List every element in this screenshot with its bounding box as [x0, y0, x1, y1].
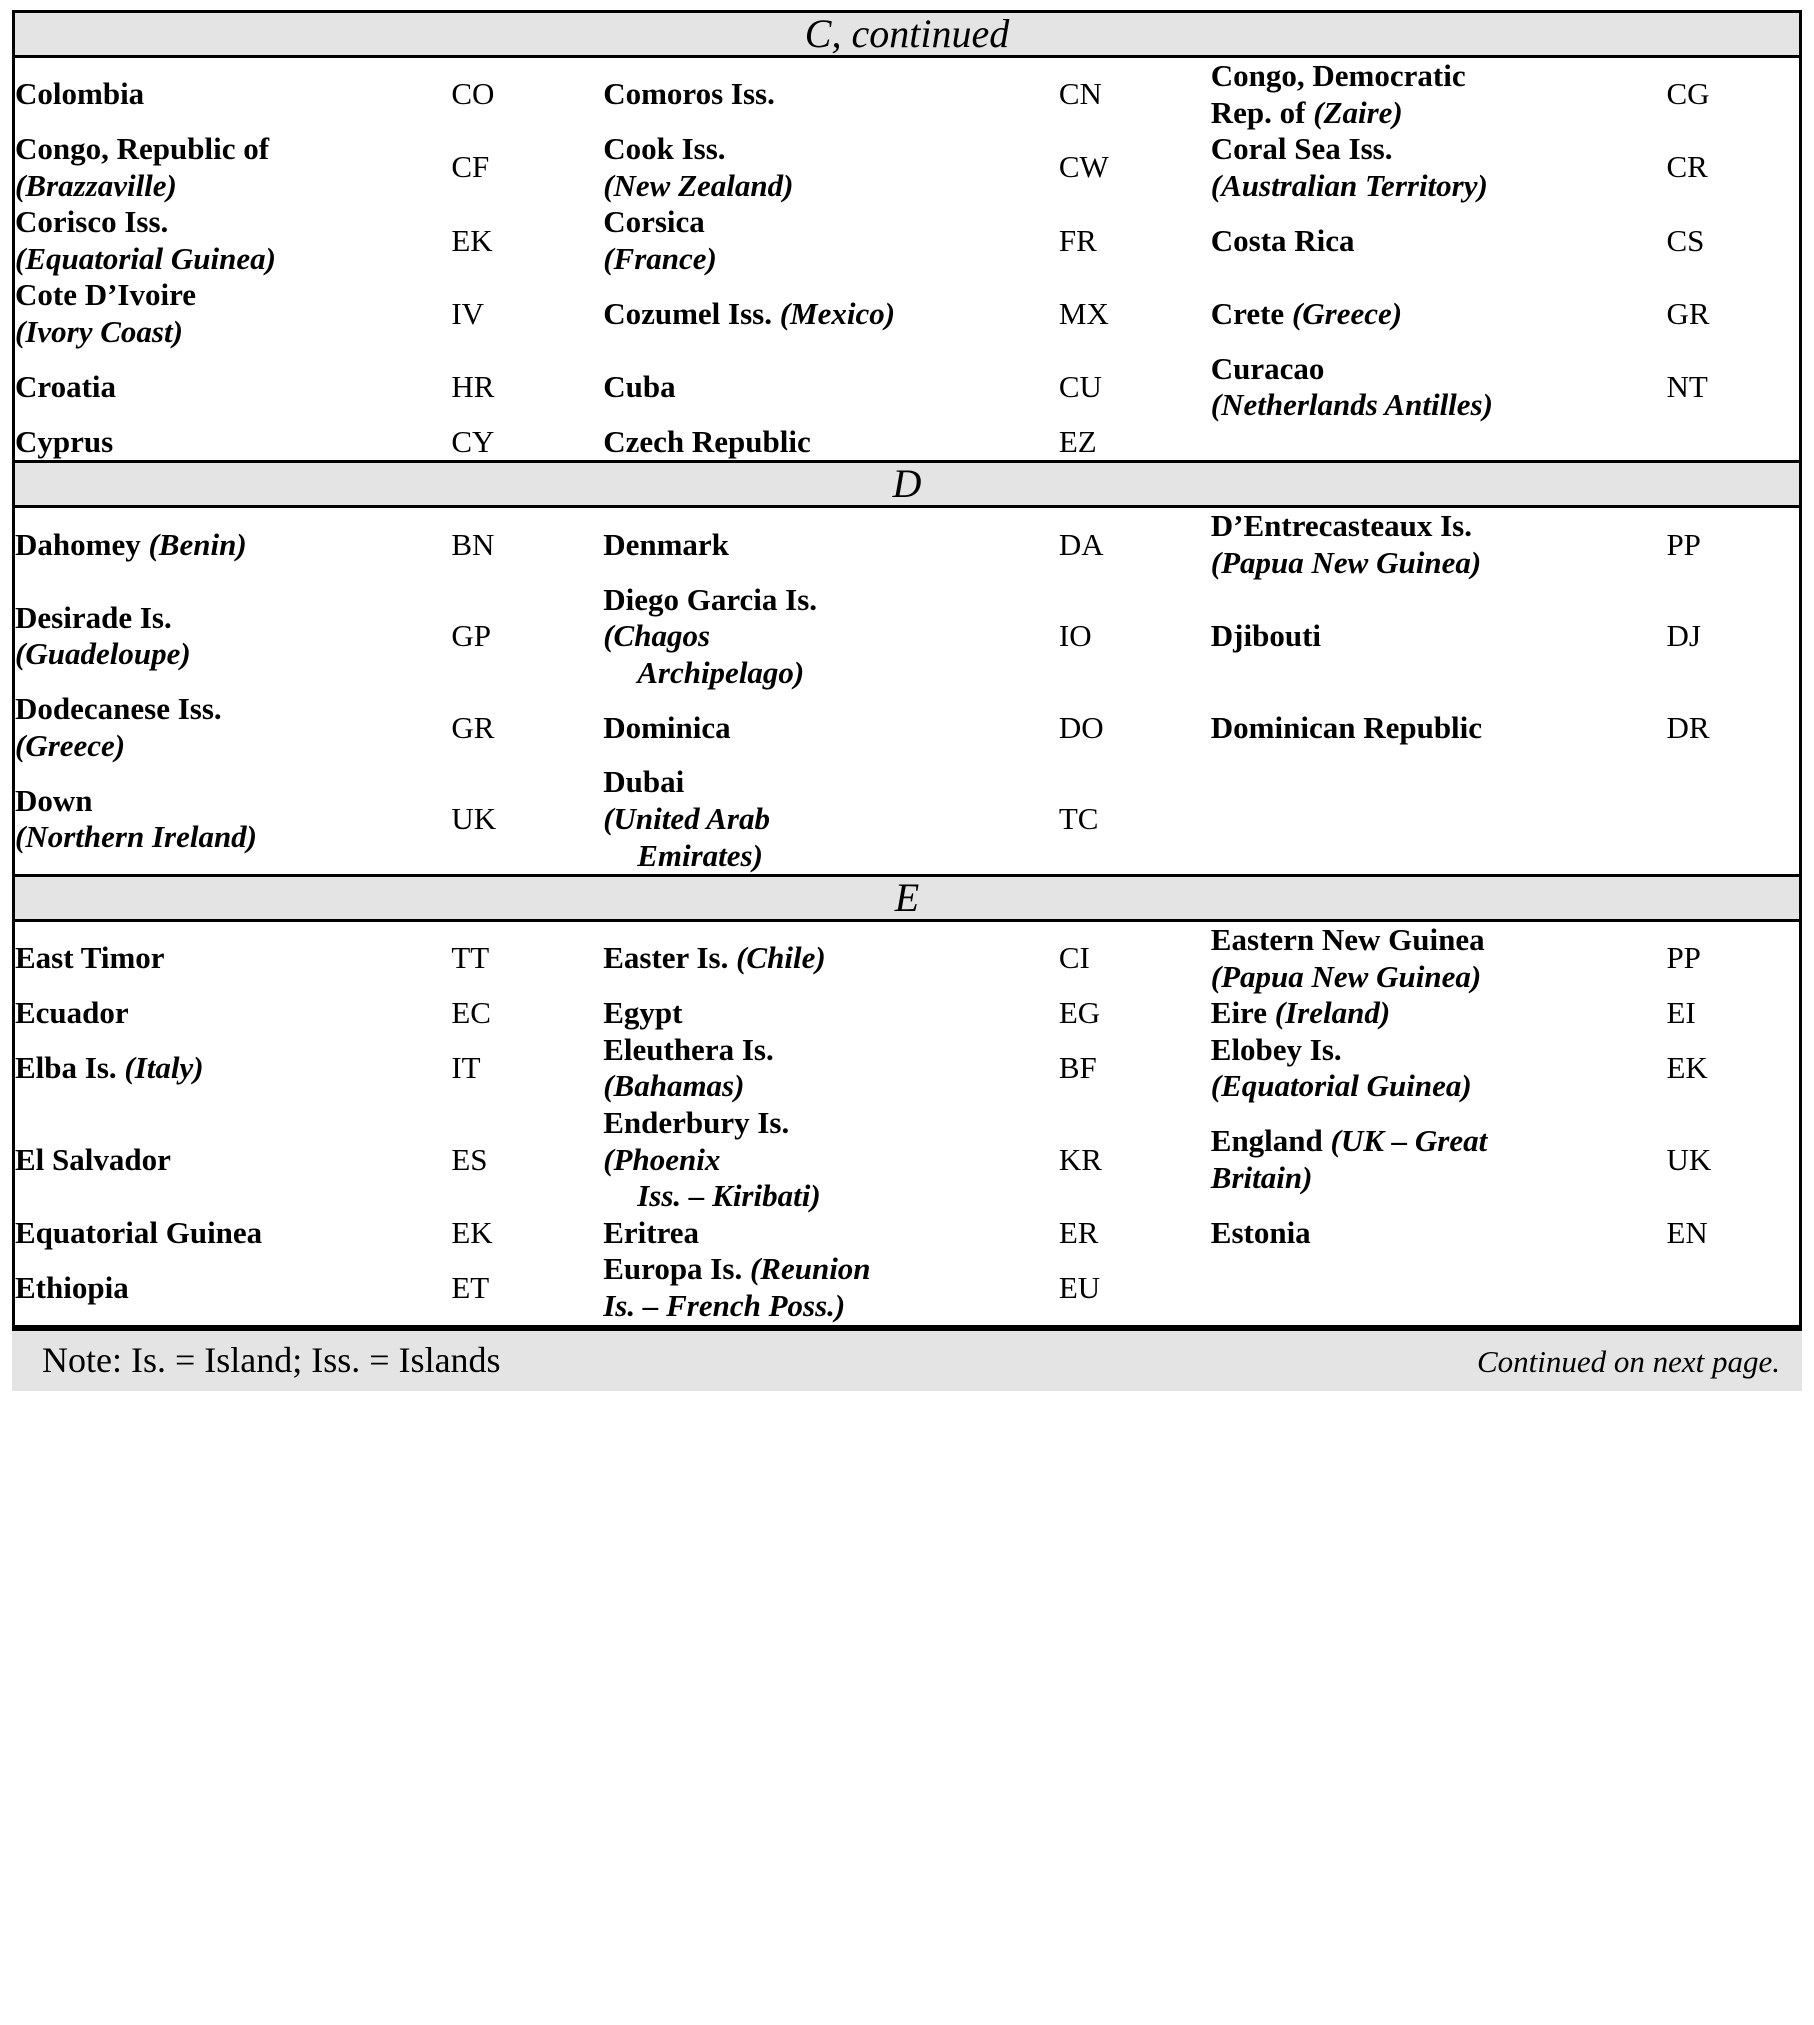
- country-name-cell: [14, 764, 452, 875]
- country-name-line: Archipelago): [637, 654, 805, 690]
- country-name-line: Dominican Republic: [1210, 709, 1483, 745]
- country-name-cell: [14, 204, 452, 277]
- country-code-cell: DJ: [1666, 618, 1701, 654]
- country-name-line: (Guadeloupe): [15, 636, 191, 672]
- country-code-cell: EN: [1666, 1214, 1708, 1250]
- country-name-line: Corisco Iss.: [15, 204, 169, 240]
- country-name-line: (Equatorial Guinea): [15, 240, 276, 276]
- country-name-cell: [14, 1032, 452, 1105]
- country-code-cell: CF: [451, 149, 490, 185]
- country-code-cell: EG: [1058, 995, 1101, 1031]
- country-name-cell: [603, 351, 1059, 424]
- table-row: [14, 507, 1801, 582]
- country-name-cell: [1211, 1251, 1667, 1326]
- country-code-cell: IT: [451, 1050, 481, 1086]
- country-code-cell: BN: [451, 526, 495, 562]
- country-name-line: (Australian Territory): [1210, 167, 1488, 203]
- country-name-cell: [14, 131, 452, 204]
- country-name-line: Djibouti: [1210, 618, 1322, 654]
- country-code-cell: CW: [1058, 149, 1109, 185]
- country-name-cell: [603, 1105, 1059, 1215]
- country-name-line: Easter Is. (Chile): [603, 940, 826, 976]
- country-code-cell: MX: [1058, 295, 1109, 331]
- country-code-cell: KR: [1058, 1141, 1102, 1177]
- country-code-cell: HR: [451, 368, 495, 404]
- country-code-cell: IV: [451, 295, 485, 331]
- country-code-cell: ER: [1058, 1214, 1099, 1250]
- footer-continued: Continued on next page.: [1476, 1343, 1780, 1379]
- country-code-cell: [1666, 424, 1800, 462]
- table-row: [14, 131, 1801, 204]
- country-name-cell: [1211, 131, 1667, 204]
- country-name-cell: [1211, 921, 1667, 996]
- country-name-cell: [603, 507, 1059, 582]
- section-heading: D: [14, 462, 1801, 507]
- country-name-line: Cozumel Iss. (Mexico): [603, 295, 896, 331]
- country-name-line: Eire (Ireland): [1210, 995, 1391, 1031]
- country-code-cell: CS: [1666, 222, 1705, 258]
- country-name-cell: [14, 424, 452, 462]
- country-name-line: Cyprus: [15, 423, 114, 459]
- country-name-cell: [603, 131, 1059, 204]
- country-name-line: Cook Iss.: [603, 131, 726, 167]
- country-name-line: Czech Republic: [603, 423, 811, 459]
- country-name-line: (Brazzaville): [15, 167, 177, 203]
- country-code-cell: CN: [1058, 76, 1102, 112]
- country-name-cell: [14, 507, 452, 582]
- country-name-line: Iss. – Kiribati): [637, 1178, 821, 1214]
- country-code-cell: EK: [451, 1214, 493, 1250]
- country-name-line: (Greece): [15, 727, 126, 763]
- country-code-cell: BF: [1058, 1050, 1097, 1086]
- country-name-cell: [603, 1251, 1059, 1326]
- country-name-line: Corsica: [603, 204, 705, 240]
- country-code-cell: EK: [1666, 1050, 1708, 1086]
- country-code-cell: PP: [1666, 940, 1701, 976]
- country-name-cell: [1211, 277, 1667, 350]
- country-name-line: D’Entrecasteaux Is.: [1210, 508, 1472, 544]
- table-row: [14, 995, 1801, 1032]
- country-name-line: Comoros Iss.: [603, 76, 775, 112]
- country-name-line: Dubai: [603, 764, 685, 800]
- country-name-line: (United Arab: [603, 800, 770, 836]
- country-code-cell: GR: [451, 709, 495, 745]
- country-name-cell: [14, 921, 452, 996]
- country-name-line: Enderbury Is.: [603, 1105, 790, 1141]
- country-name-cell: [1211, 351, 1667, 424]
- table-row: [14, 204, 1801, 277]
- country-name-cell: [14, 995, 452, 1032]
- country-codes-table: [12, 10, 1802, 1328]
- country-name-cell: [14, 277, 452, 350]
- country-code-cell: PP: [1666, 526, 1701, 562]
- country-name-line: Elba Is. (Italy): [15, 1050, 204, 1086]
- table-row: [14, 424, 1801, 462]
- country-name-line: Colombia: [15, 76, 145, 112]
- country-name-cell: [1211, 764, 1667, 875]
- country-name-cell: [603, 764, 1059, 875]
- country-name-cell: [603, 424, 1059, 462]
- section-heading: E: [14, 876, 1801, 921]
- country-name-line: Ethiopia: [15, 1269, 129, 1305]
- country-name-cell: [14, 351, 452, 424]
- table-row: [14, 277, 1801, 350]
- country-code-cell: IO: [1058, 618, 1092, 654]
- country-name-line: (Bahamas): [603, 1068, 745, 1104]
- country-code-cell: UK: [451, 800, 497, 836]
- country-name-line: Is. – French Poss.): [603, 1287, 846, 1323]
- country-name-cell: [14, 691, 452, 764]
- country-name-line: Coral Sea Iss.: [1210, 131, 1393, 167]
- country-name-line: Cuba: [603, 368, 676, 404]
- country-code-cell: DR: [1666, 709, 1710, 745]
- country-name-line: East Timor: [15, 940, 165, 976]
- table-row: [14, 691, 1801, 764]
- country-name-line: Croatia: [15, 368, 117, 404]
- country-name-line: Equatorial Guinea: [15, 1214, 263, 1250]
- country-name-cell: [603, 57, 1059, 132]
- country-code-cell: EU: [1058, 1269, 1101, 1305]
- table-row: [14, 1251, 1801, 1326]
- country-name-line: Curacao: [1210, 350, 1325, 386]
- country-name-cell: [603, 204, 1059, 277]
- country-name-line: Dahomey (Benin): [15, 526, 247, 562]
- country-name-line: Eastern New Guinea: [1210, 922, 1485, 958]
- country-name-line: Desirade Is.: [15, 599, 172, 635]
- country-code-cell: DO: [1058, 709, 1104, 745]
- table-row: [14, 582, 1801, 692]
- country-name-line: Dominica: [603, 709, 731, 745]
- country-name-cell: [603, 995, 1059, 1032]
- country-name-cell: [1211, 424, 1667, 462]
- table-row: [14, 1215, 1801, 1252]
- country-name-cell: [1211, 582, 1667, 692]
- country-name-cell: [603, 921, 1059, 996]
- country-code-cell: EK: [451, 222, 493, 258]
- country-name-cell: [1211, 691, 1667, 764]
- country-name-line: Emirates): [637, 837, 763, 873]
- section-heading: C, continued: [14, 12, 1801, 57]
- country-name-cell: [14, 1215, 452, 1252]
- country-name-line: Denmark: [603, 526, 729, 562]
- table-row: [14, 57, 1801, 132]
- country-name-line: Ecuador: [15, 995, 129, 1031]
- country-name-line: (Phoenix: [603, 1141, 721, 1177]
- country-name-cell: [1211, 57, 1667, 132]
- country-name-line: Europa Is. (Reunion: [603, 1251, 871, 1287]
- country-code-cell: UK: [1666, 1141, 1712, 1177]
- table-row: [14, 921, 1801, 996]
- country-code-cell: TC: [1058, 800, 1099, 836]
- country-code-cell: EC: [451, 995, 491, 1031]
- country-code-cell: GR: [1666, 295, 1710, 331]
- section-heading-row: [14, 12, 1801, 57]
- country-name-line: Dodecanese Iss.: [15, 691, 222, 727]
- country-name-line: Down: [15, 782, 93, 818]
- country-code-cell: CO: [451, 76, 495, 112]
- table-footer: [12, 1328, 1802, 1391]
- country-name-line: (Equatorial Guinea): [1210, 1068, 1472, 1104]
- country-code-cell: FR: [1058, 222, 1097, 258]
- country-name-cell: [1211, 995, 1667, 1032]
- country-name-line: (New Zealand): [603, 167, 794, 203]
- country-code-cell: CU: [1058, 368, 1102, 404]
- country-code-cell: CR: [1666, 149, 1708, 185]
- country-code-cell: CY: [451, 423, 495, 459]
- country-name-line: (Ivory Coast): [15, 314, 183, 350]
- country-name-line: England (UK – Great: [1210, 1123, 1488, 1159]
- country-name-line: (Papua New Guinea): [1210, 958, 1482, 994]
- country-name-line: Elobey Is.: [1210, 1031, 1342, 1067]
- country-name-cell: [603, 582, 1059, 692]
- country-name-line: (Papua New Guinea): [1210, 544, 1482, 580]
- country-name-cell: [603, 1032, 1059, 1105]
- country-name-cell: [603, 1215, 1059, 1252]
- country-code-cell: EI: [1666, 995, 1696, 1031]
- country-name-line: Diego Garcia Is.: [603, 581, 818, 617]
- country-name-cell: [14, 1105, 452, 1215]
- country-name-cell: [1211, 1215, 1667, 1252]
- country-name-line: (France): [603, 240, 717, 276]
- country-name-line: Congo, Republic of: [15, 131, 270, 167]
- country-name-line: Congo, Democratic: [1210, 58, 1466, 93]
- table-row: [14, 1105, 1801, 1215]
- country-name-line: (Netherlands Antilles): [1210, 387, 1493, 423]
- country-code-cell: TT: [451, 940, 490, 976]
- country-name-cell: [1211, 1105, 1667, 1215]
- country-name-line: Eritrea: [603, 1214, 700, 1250]
- country-name-line: El Salvador: [15, 1141, 171, 1177]
- country-name-line: Rep. of (Zaire): [1210, 94, 1403, 130]
- country-code-cell: [1666, 764, 1800, 875]
- country-name-line: Eleuthera Is.: [603, 1031, 774, 1067]
- country-name-cell: [603, 277, 1059, 350]
- country-code-cell: NT: [1666, 368, 1708, 404]
- country-code-cell: ET: [451, 1269, 490, 1305]
- country-name-line: Britain): [1210, 1159, 1313, 1195]
- country-name-cell: [1211, 1032, 1667, 1105]
- country-name-line: (Northern Ireland): [15, 819, 258, 855]
- country-name-cell: [1211, 507, 1667, 582]
- country-name-line: Crete (Greece): [1210, 295, 1403, 331]
- table-row: [14, 1032, 1801, 1105]
- country-name-line: Cote D’Ivoire: [15, 277, 197, 313]
- country-name-line: (Chagos: [603, 618, 711, 654]
- section-heading-row: [14, 876, 1801, 921]
- country-code-cell: GP: [451, 618, 491, 654]
- country-code-cell: EZ: [1058, 423, 1097, 459]
- table-row: [14, 351, 1801, 424]
- country-code-cell: DA: [1058, 526, 1104, 562]
- country-name-cell: [14, 1251, 452, 1326]
- footer-note: Note: Is. = Island; Iss. = Islands: [42, 1339, 501, 1380]
- country-name-cell: [603, 691, 1059, 764]
- country-code-cell: CG: [1666, 76, 1710, 112]
- country-name-cell: [14, 582, 452, 692]
- table-row: [14, 764, 1801, 875]
- country-code-cell: ES: [451, 1141, 488, 1177]
- country-name-cell: [1211, 204, 1667, 277]
- section-heading-row: [14, 462, 1801, 507]
- country-code-cell: [1666, 1251, 1800, 1326]
- country-name-cell: [14, 57, 452, 132]
- country-name-line: Estonia: [1210, 1214, 1311, 1250]
- country-code-cell: CI: [1058, 940, 1090, 976]
- country-name-line: Egypt: [603, 995, 683, 1031]
- country-name-line: Costa Rica: [1210, 222, 1355, 258]
